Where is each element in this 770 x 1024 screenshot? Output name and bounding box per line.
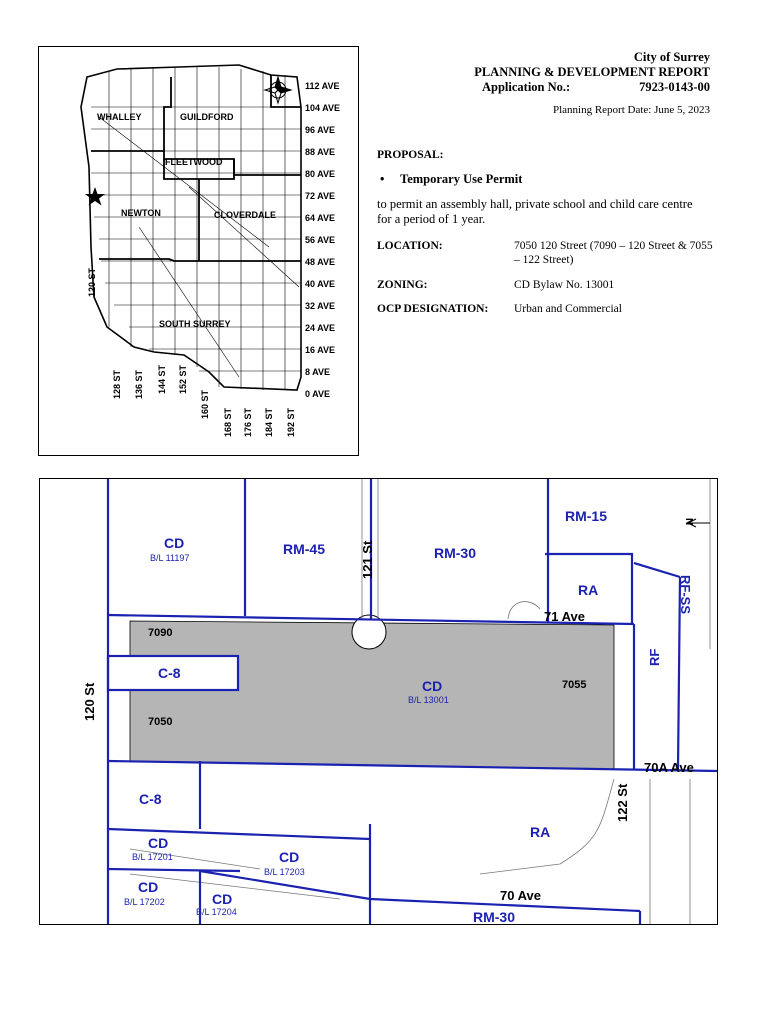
bylaw-label: B/L 13001 <box>408 695 449 705</box>
area-south-surrey: SOUTH SURREY <box>159 319 231 329</box>
ave-label: 8 AVE <box>305 367 331 377</box>
zone-label: RF <box>647 648 662 666</box>
ave-label: 64 AVE <box>305 213 336 223</box>
zone-label: C-8 <box>139 791 162 807</box>
bylaw-label: B/L 11197 <box>150 553 190 563</box>
ave-label: 96 AVE <box>305 125 336 135</box>
ave-label: 0 AVE <box>305 389 331 399</box>
zone-label: RA <box>578 582 599 598</box>
street-label: 136 ST <box>134 369 144 399</box>
street-label: 120 ST <box>87 267 97 297</box>
street-label: 144 ST <box>157 364 167 394</box>
proposal-bullet: Temporary Use Permit <box>400 172 523 186</box>
ave-label: 56 AVE <box>305 235 336 245</box>
street-label: 120 St <box>82 682 97 721</box>
street-label: 152 ST <box>178 364 188 394</box>
address-label: 7050 <box>148 716 173 728</box>
ave-label: 32 AVE <box>305 301 336 311</box>
street-label: 70A Ave <box>644 760 694 775</box>
zone-label: RM-30 <box>473 909 516 925</box>
ocp-value: Urban and Commercial <box>514 303 622 315</box>
bylaw-label: B/L 17202 <box>124 897 165 907</box>
bylaw-label: B/L 17203 <box>264 867 305 877</box>
bylaw-label: B/L 17201 <box>132 852 173 862</box>
application-label: Application No.: <box>482 80 571 94</box>
area-cloverdale: CLOVERDALE <box>214 210 277 220</box>
street-label: 70 Ave <box>500 888 541 903</box>
report-title: PLANNING & DEVELOPMENT REPORT <box>474 65 710 79</box>
area-guildford: GUILDFORD <box>180 112 234 122</box>
zoning-map <box>39 478 718 925</box>
zone-label: CD <box>422 678 443 694</box>
ave-label: 88 AVE <box>305 147 336 157</box>
zone-label: CD <box>212 891 233 907</box>
zone-label: RM-30 <box>434 545 477 561</box>
ave-label: 16 AVE <box>305 345 336 355</box>
street-label: 192 ST <box>286 407 296 437</box>
ave-label: 112 AVE <box>305 81 340 91</box>
street-label: 71 Ave <box>544 609 585 624</box>
zone-label: RA <box>530 824 551 840</box>
zone-label: CD <box>138 879 159 895</box>
ave-label: 104 AVE <box>305 103 341 113</box>
street-label: 160 ST <box>200 389 210 419</box>
zone-label: RF-SS <box>678 575 693 614</box>
proposal-description: to permit an assembly hall, private school and child care centre for a period of 1 year. <box>377 197 693 226</box>
zone-label: CD <box>279 849 300 865</box>
ocp-label: OCP DESIGNATION: <box>377 303 489 315</box>
key-map <box>38 46 359 456</box>
zone-label: CD <box>164 535 185 551</box>
proposal-heading: PROPOSAL: <box>377 149 444 161</box>
street-label: 176 ST <box>243 407 253 437</box>
zone-label: C-8 <box>158 665 181 681</box>
zone-label: RM-15 <box>565 508 608 524</box>
north-arrow-icon: N <box>683 518 694 526</box>
area-newton: NEWTON <box>121 208 161 218</box>
zoning-value: CD Bylaw No. 13001 <box>514 279 615 291</box>
ave-label: 24 AVE <box>305 323 336 333</box>
street-label: 168 ST <box>223 407 233 437</box>
report-date: Planning Report Date: June 5, 2023 <box>552 104 710 116</box>
area-whalley: WHALLEY <box>97 112 142 122</box>
area-fleetwood: FLEETWOOD <box>165 157 223 167</box>
zone-label: RM-45 <box>283 541 326 557</box>
zoning-label: ZONING: <box>377 279 428 291</box>
street-label: 121 St <box>360 540 375 579</box>
ave-label: 72 AVE <box>305 191 336 201</box>
street-label: 184 ST <box>264 407 274 437</box>
street-label: 128 ST <box>112 369 122 399</box>
street-label: 122 St <box>615 783 630 822</box>
address-label: 7090 <box>148 627 173 639</box>
address-label: 7055 <box>562 679 587 691</box>
location-value: 7050 120 Street (7090 – 120 Street & 7055 – 122 Street) <box>514 240 713 266</box>
ave-label: 48 AVE <box>305 257 336 267</box>
zone-label: CD <box>148 835 169 851</box>
location-label: LOCATION: <box>377 240 443 252</box>
ave-label: 80 AVE <box>305 169 336 179</box>
bylaw-label: B/L 17204 <box>196 907 237 917</box>
city-name: City of Surrey <box>633 50 710 64</box>
application-number: 7923-0143-00 <box>639 80 710 94</box>
bullet-icon: • <box>380 172 385 186</box>
ave-label: 40 AVE <box>305 279 336 289</box>
